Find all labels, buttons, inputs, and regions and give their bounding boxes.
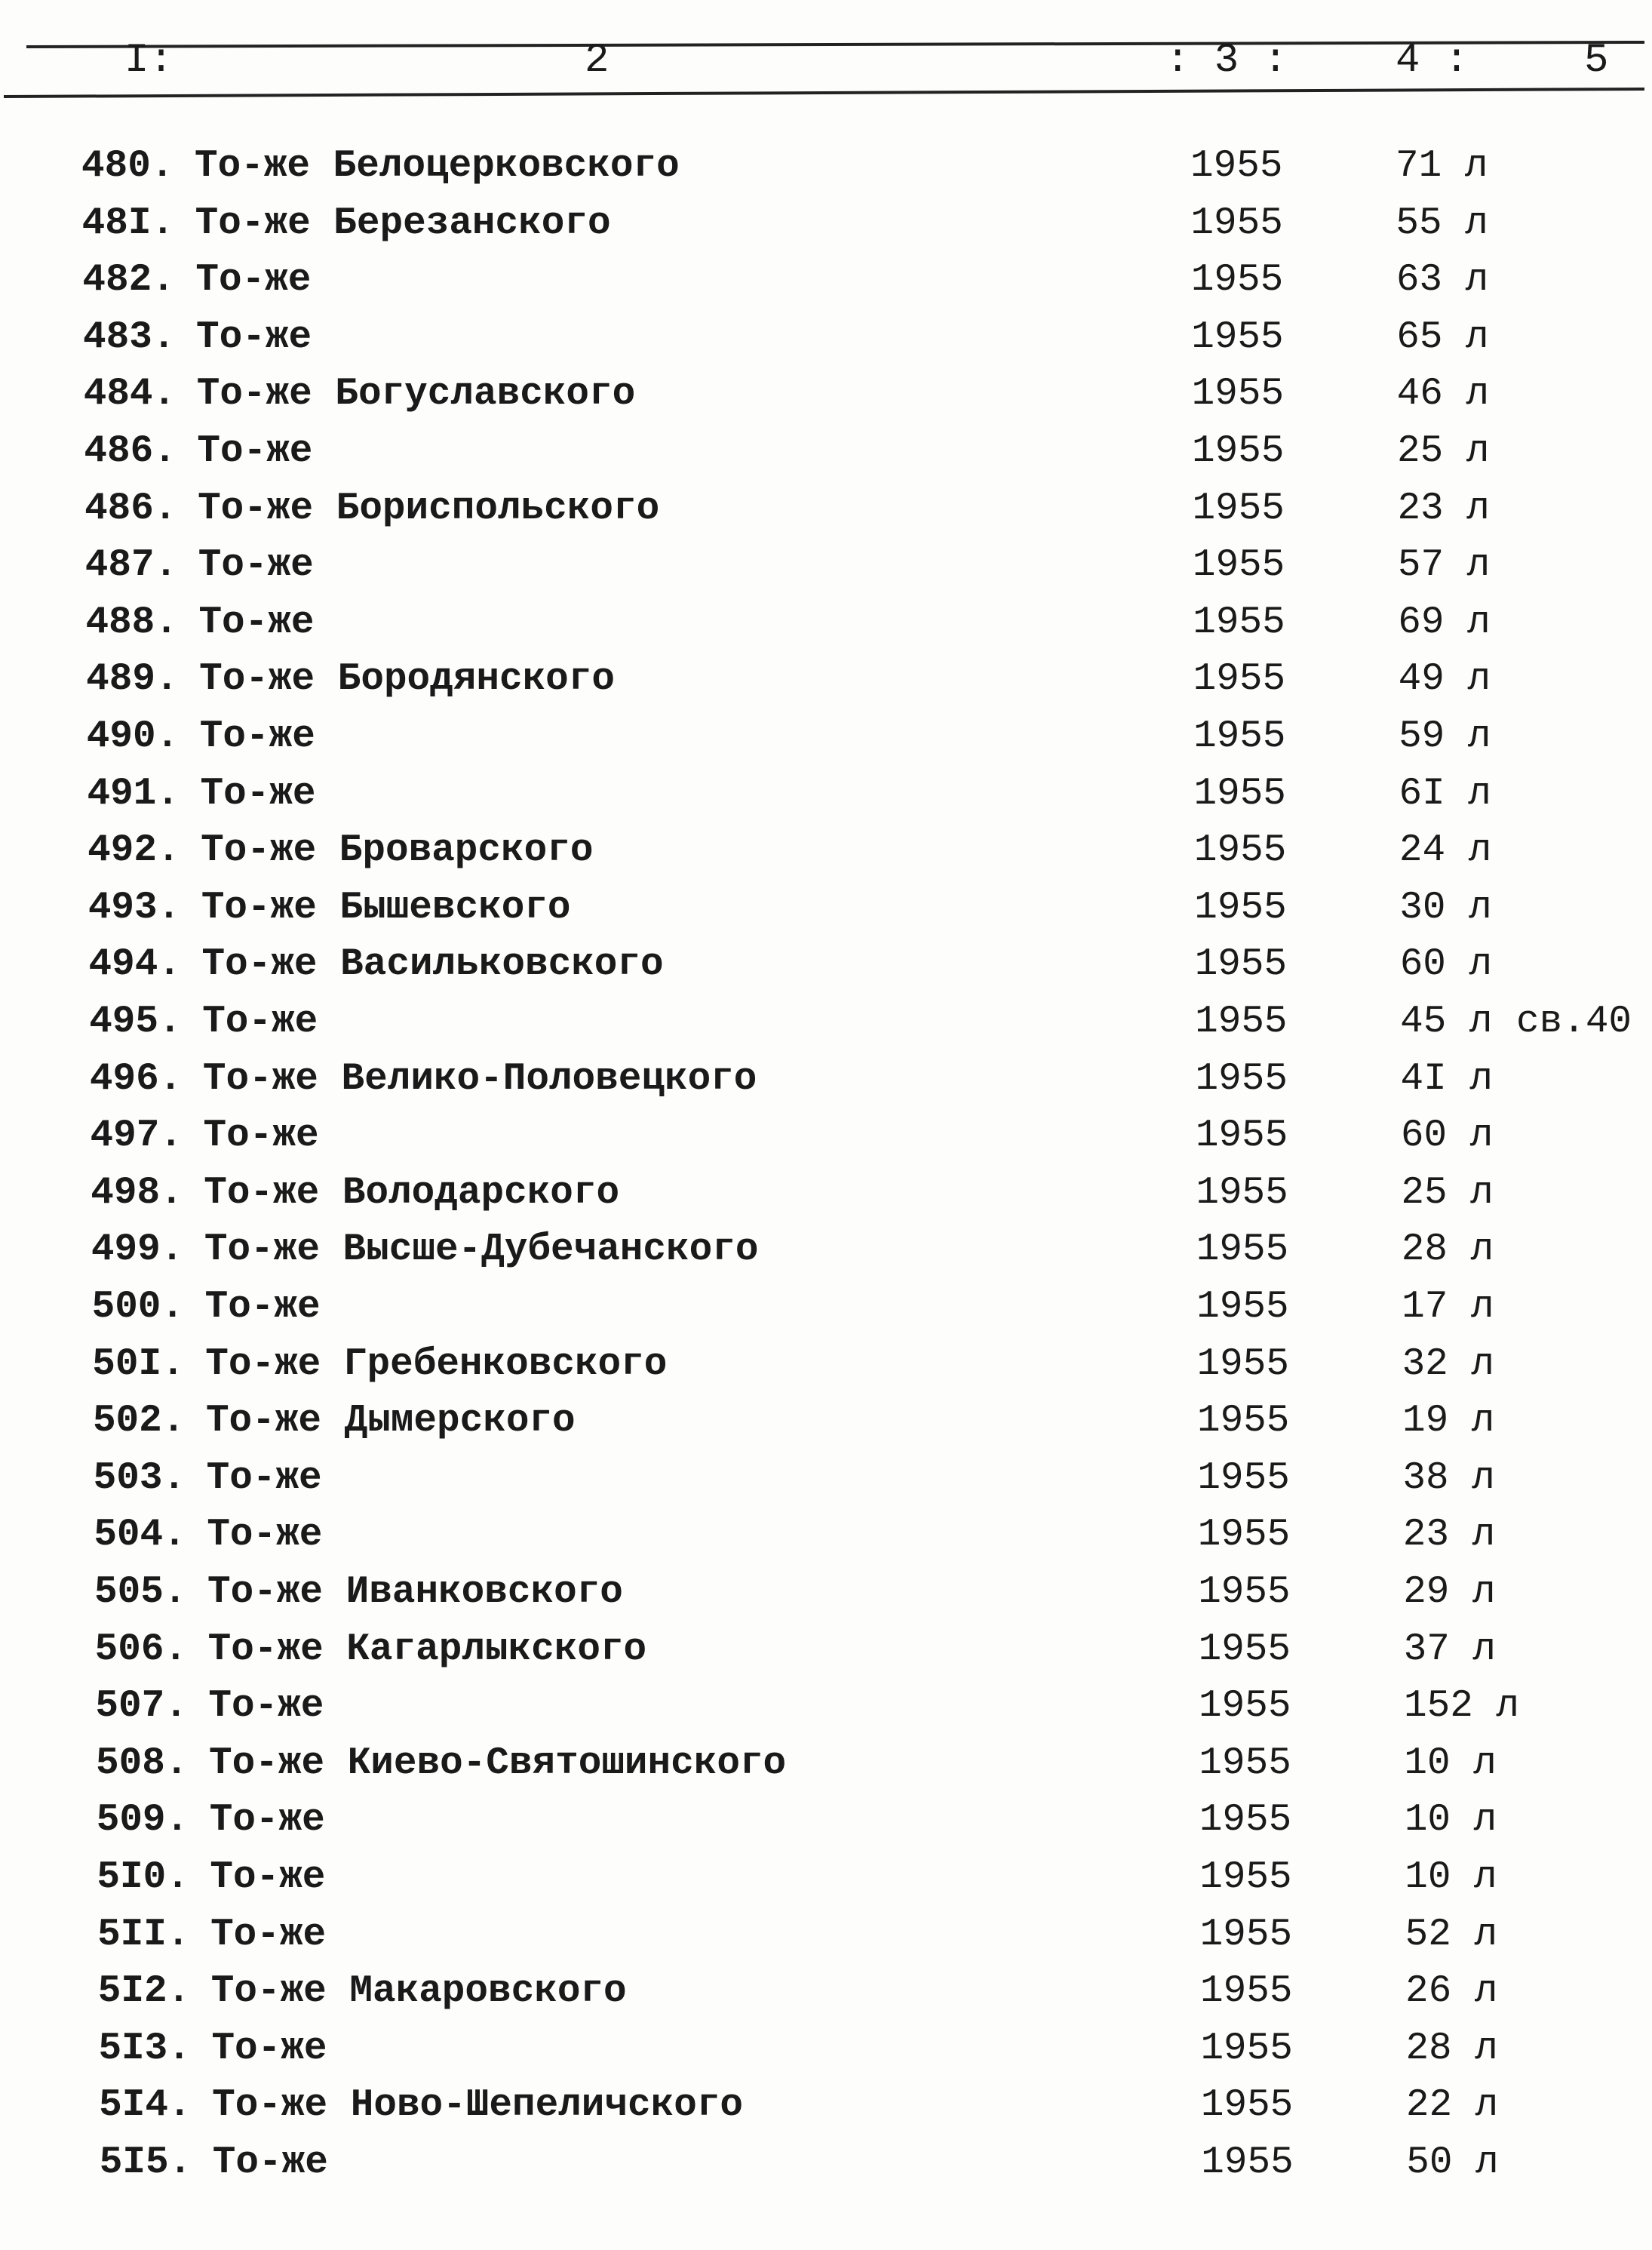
item-title: То-же (207, 1514, 323, 1557)
item-number: 497. (90, 1114, 183, 1158)
item-number: 486. (84, 487, 177, 530)
item-number: 495. (89, 1001, 182, 1044)
list-item (0, 544, 1652, 597)
column-header-4: 4 : (1396, 38, 1469, 84)
item-year: 1955 (1192, 544, 1285, 588)
item-number: 5I5. (99, 2141, 192, 2184)
item-pages: 52 л (1405, 1913, 1498, 1956)
item-number: 5I3. (98, 2027, 191, 2070)
item-number: 5II. (97, 1913, 190, 1956)
list-item (0, 145, 1652, 198)
item-pages: 71 л (1396, 145, 1488, 188)
item-year: 1955 (1199, 1856, 1292, 1899)
list-item (0, 1343, 1652, 1396)
item-year: 1955 (1193, 658, 1286, 702)
item-year: 1955 (1192, 487, 1285, 530)
item-year: 1955 (1194, 943, 1288, 987)
item-year: 1955 (1198, 1628, 1291, 1671)
item-title: То-же (209, 1799, 325, 1843)
item-number: 48I. (81, 201, 175, 245)
item-title: То-же (198, 544, 314, 588)
list-item (0, 487, 1652, 540)
item-number: 490. (86, 715, 180, 758)
item-year: 1955 (1198, 1571, 1291, 1614)
list-item (0, 1228, 1652, 1281)
item-title: То-же (197, 430, 313, 473)
item-pages: 32 л (1402, 1342, 1494, 1386)
item-pages: 152 л (1404, 1685, 1520, 1729)
item-title: То-же (202, 1001, 318, 1044)
item-note: св.40 (1516, 1001, 1632, 1044)
list-item (0, 2027, 1652, 2080)
item-number: 509. (96, 1799, 189, 1843)
list-item (0, 1628, 1652, 1681)
item-year: 1955 (1196, 1171, 1288, 1215)
item-year: 1955 (1192, 430, 1285, 473)
item-title: То-же Бородянского (199, 658, 615, 702)
item-title: То-же (206, 1456, 322, 1500)
item-title: То-же Велико-Половецкого (202, 1057, 757, 1101)
list-item (0, 373, 1652, 426)
item-pages: 59 л (1399, 715, 1491, 758)
item-title: То-же Высше-Дубечанского (204, 1228, 759, 1272)
item-title: То-же Богуславского (196, 373, 636, 416)
item-pages: 23 л (1402, 1514, 1496, 1557)
list-item (0, 430, 1652, 483)
item-year: 1955 (1200, 1970, 1293, 2014)
item-number: 506. (94, 1628, 188, 1671)
item-title: То-же Белоцерковского (195, 145, 680, 188)
item-pages: 57 л (1397, 544, 1491, 588)
item-pages: 29 л (1403, 1571, 1496, 1614)
item-year: 1955 (1197, 1456, 1290, 1500)
list-item (0, 1970, 1652, 2023)
list-item (0, 259, 1652, 312)
item-pages: 10 л (1404, 1799, 1497, 1843)
item-number: 484. (83, 373, 177, 416)
item-pages: 46 л (1396, 373, 1490, 416)
item-year: 1955 (1199, 1741, 1291, 1785)
list-item (0, 316, 1652, 369)
list-item (0, 1799, 1652, 1852)
list-item (0, 601, 1652, 654)
item-year: 1955 (1195, 1001, 1288, 1044)
item-number: 482. (82, 259, 175, 303)
list-item (0, 1514, 1652, 1566)
item-number: 50I. (92, 1342, 185, 1386)
item-pages: 28 л (1401, 1228, 1494, 1272)
item-year: 1955 (1193, 601, 1285, 644)
item-title: То-же Березанского (195, 201, 611, 245)
item-pages: 69 л (1398, 601, 1491, 644)
item-title: То-же Гребенковского (205, 1342, 668, 1386)
list-item (0, 658, 1652, 711)
list-item (0, 1856, 1652, 1909)
item-number: 508. (96, 1741, 189, 1785)
item-title: То-же (210, 1856, 326, 1899)
item-title: То-же Бышевского (201, 886, 571, 930)
list-item (0, 1571, 1652, 1624)
item-pages: 10 л (1405, 1856, 1497, 1899)
list-item (0, 1742, 1652, 1795)
item-pages: 25 л (1397, 430, 1490, 473)
item-title: То-же (208, 1685, 324, 1729)
item-number: 507. (95, 1685, 188, 1729)
item-number: 486. (84, 430, 177, 473)
column-header-3: : 3 : (1165, 38, 1288, 84)
item-year: 1955 (1190, 201, 1283, 245)
list-item (0, 1058, 1652, 1111)
item-title: То-же Макаровского (210, 1970, 627, 2014)
item-number: 5I4. (99, 2084, 192, 2128)
column-header-1: I: (124, 38, 173, 84)
item-number: 488. (85, 601, 178, 644)
item-pages: 60 л (1400, 1114, 1494, 1158)
list-item (0, 1457, 1652, 1510)
item-number: 480. (81, 145, 174, 188)
item-pages: 38 л (1402, 1456, 1495, 1500)
item-title: То-же (195, 259, 312, 303)
list-item (0, 1400, 1652, 1452)
item-number: 503. (93, 1456, 186, 1500)
item-pages: 37 л (1403, 1628, 1497, 1671)
item-title: То-же Броварского (201, 829, 594, 873)
item-year: 1955 (1191, 315, 1284, 359)
item-pages: 26 л (1405, 1970, 1498, 2014)
item-year: 1955 (1196, 1228, 1289, 1272)
column-header-2: 2 (585, 38, 610, 84)
item-pages: 6I л (1399, 772, 1491, 816)
list-item (0, 202, 1652, 255)
item-year: 1955 (1196, 1400, 1290, 1443)
item-title: То-же (199, 715, 315, 758)
item-year: 1955 (1195, 1057, 1288, 1101)
item-pages: 17 л (1402, 1286, 1494, 1329)
item-number: 5I0. (97, 1856, 189, 1899)
item-number: 494. (88, 943, 181, 987)
item-title: То-же (211, 2027, 327, 2070)
list-item (0, 943, 1652, 996)
item-number: 502. (92, 1400, 186, 1443)
item-title: То-же (200, 772, 316, 816)
item-pages: 10 л (1404, 1741, 1497, 1785)
list-item (0, 1685, 1652, 1738)
item-pages: 30 л (1399, 886, 1492, 930)
item-year: 1955 (1193, 715, 1286, 758)
list-item (0, 773, 1652, 825)
item-title: То-же Кагарлыкского (207, 1628, 647, 1671)
item-number: 492. (88, 829, 180, 873)
item-title: То-же Иванковского (207, 1571, 623, 1614)
item-pages: 19 л (1402, 1400, 1495, 1443)
item-title: То-же (210, 1913, 327, 1956)
item-year: 1955 (1199, 1685, 1291, 1729)
item-title: То-же (212, 2141, 328, 2184)
item-title: То-же Васильковского (201, 943, 664, 987)
item-pages: 28 л (1405, 2027, 1498, 2070)
item-year: 1955 (1193, 772, 1286, 816)
item-number: 499. (91, 1228, 184, 1272)
list-item (0, 1913, 1652, 1966)
item-pages: 49 л (1398, 658, 1491, 702)
item-pages: 4I л (1400, 1057, 1493, 1101)
item-pages: 24 л (1399, 829, 1492, 873)
list-item (0, 2084, 1652, 2137)
item-year: 1955 (1199, 1799, 1292, 1843)
item-number: 487. (84, 544, 178, 588)
list-item (0, 829, 1652, 882)
item-year: 1955 (1190, 259, 1284, 303)
item-number: 483. (83, 315, 176, 359)
item-pages: 63 л (1396, 259, 1489, 303)
item-pages: 60 л (1399, 943, 1493, 987)
item-number: 496. (89, 1057, 183, 1101)
item-title: То-же (196, 315, 312, 359)
item-pages: 45 л (1400, 1001, 1493, 1044)
item-title: То-же Дымерского (205, 1400, 576, 1443)
list-item (0, 1172, 1652, 1225)
item-title: То-же Киево-Святошинского (209, 1741, 787, 1785)
item-number: 491. (87, 772, 180, 816)
item-title: То-же (198, 601, 315, 644)
list-item (0, 2141, 1652, 2194)
item-year: 1955 (1193, 829, 1287, 873)
item-number: 489. (86, 658, 179, 702)
item-year: 1955 (1199, 1913, 1293, 1956)
list-item (0, 887, 1652, 939)
item-title: То-же (204, 1286, 321, 1329)
item-pages: 65 л (1396, 315, 1489, 359)
item-pages: 22 л (1405, 2084, 1499, 2128)
list-item (0, 715, 1652, 768)
header-bottom-rule (4, 89, 1644, 97)
item-number: 500. (91, 1286, 185, 1329)
item-pages: 50 л (1406, 2141, 1499, 2184)
item-number: 5I2. (97, 1970, 191, 2014)
item-pages: 25 л (1401, 1171, 1494, 1215)
item-number: 505. (94, 1571, 187, 1614)
item-year: 1955 (1200, 2084, 1294, 2128)
item-year: 1955 (1197, 1514, 1291, 1557)
item-year: 1955 (1200, 2027, 1293, 2070)
item-pages: 55 л (1396, 201, 1488, 245)
item-year: 1955 (1194, 886, 1287, 930)
list-item (0, 1001, 1652, 1053)
list-item (0, 1286, 1652, 1339)
item-pages: 23 л (1397, 487, 1490, 530)
list-item (0, 1114, 1652, 1167)
item-year: 1955 (1195, 1114, 1288, 1158)
item-number: 498. (91, 1171, 183, 1215)
item-year: 1955 (1191, 373, 1285, 416)
item-title: То-же Володарского (204, 1171, 620, 1215)
item-year: 1955 (1201, 2141, 1294, 2184)
item-number: 504. (94, 1514, 186, 1557)
item-year: 1955 (1190, 145, 1283, 188)
item-title: То-же Бориспольского (198, 487, 660, 530)
item-title: То-же Ново-Шепеличского (212, 2084, 744, 2128)
item-year: 1955 (1196, 1342, 1289, 1386)
item-number: 493. (88, 886, 181, 930)
item-year: 1955 (1196, 1286, 1289, 1329)
item-title: То-же (203, 1114, 319, 1158)
column-header-5: 5 (1584, 38, 1609, 84)
